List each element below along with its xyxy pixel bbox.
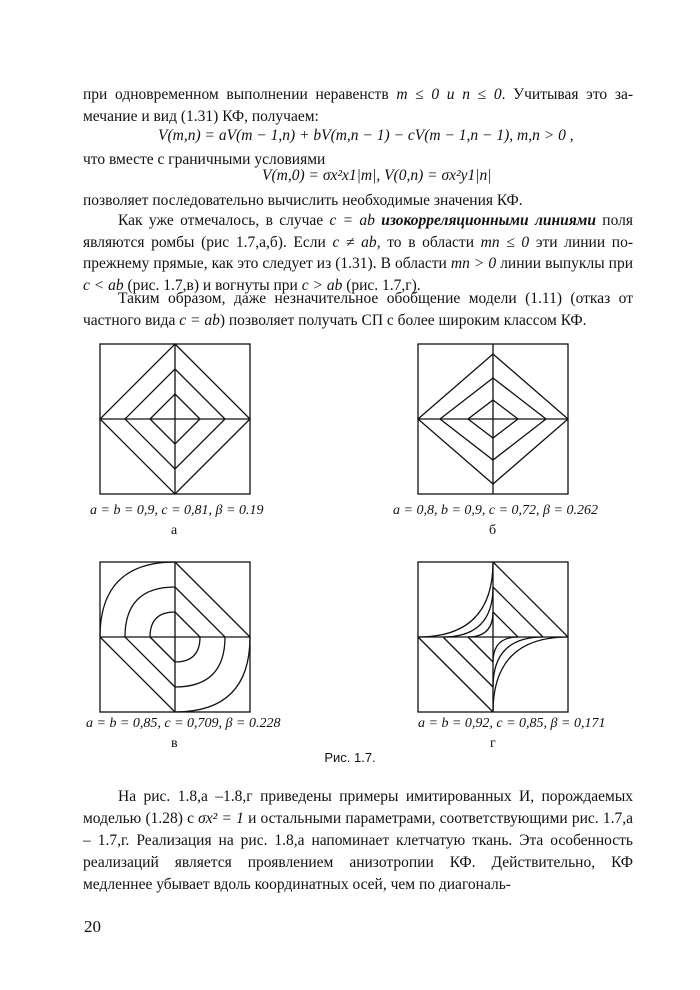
p4-text-a: Как уже отмечалось, в случае [118,212,330,229]
p5-text-a: Таким образом, даже незначительное обобщение модели (1.11) (отказ от частного вида [83,290,633,329]
panel-b-label: б [489,523,497,538]
equation-2: V(m,0) = σx²x1|m|, V(0,n) = σx²y1|n| [262,167,492,184]
figure-panel-b [418,344,568,494]
p1-text: при одновременном выполнении неравенств [83,86,397,103]
p6-formula: σx² = 1 [198,810,244,827]
figure-panel-g [418,562,568,712]
panel-g-params: a = b = 0,92, c = 0,85, β = 0,171 [418,716,606,731]
p4-text-h: (рис. 1.7,г). [342,276,421,294]
panel-a-params: a = b = 0,9, c = 0,81, β = 0.19 [90,503,264,518]
panel-v-params: a = b = 0,85, c = 0,709, β = 0.228 [86,716,281,731]
p4-formula-c2: c ≠ ab [332,233,377,251]
p4-formula-m4: c > ab [301,276,343,294]
p6-text-b: и остальными параметрами, соответствующими рис. 1.7,а – 1.7,г. Реализация на рис. 1.8,а напоминает клетчатую ткань. Эта особенность реализаций является проявлением анизотропии КФ. Действительно, КФ медленнее убывает вдоль координатных осей, чем по диагональ- [83,810,633,893]
paragraph-5 [83,288,633,331]
paragraph-3: позволяет последовательно вычислить необходимые значения КФ. [83,192,523,209]
p4-term-bold: изокорреляционными линиями [381,212,596,229]
p1-text-b: . Учитывая это за- [501,86,633,103]
panel-b-params: a = 0,8, b = 0,9, c = 0,72, β = 0.262 [393,503,598,518]
p4-formula-m2: mn > 0 [450,255,497,272]
p4-text-f: линии выпуклы при [496,255,633,272]
p4-formula-c: c = ab [329,212,375,229]
p4-text-g: (рис. 1.7,в) и вогнуты при [123,276,302,294]
p4-text-d: , то в области [376,233,481,251]
p4-formula-m3: c < ab [83,276,124,294]
figure-panel-a [100,344,250,494]
paragraph-6 [83,786,633,896]
figure-caption: Рис. 1.7. [324,750,376,765]
p1-line2: мечание и вид (1.31) КФ, получаем: [83,107,319,125]
panel-g-label: г [490,736,496,751]
paragraph-2: что вместе с граничными условиями [83,151,326,168]
paragraph-1 [83,84,633,127]
equation-1: V(m,n) = aV(m − 1,n) + bV(m,n − 1) − cV(m − 1,n − 1), m,n > 0 , [158,127,574,144]
p1-condition: m ≤ 0 и n ≤ 0 [396,86,502,103]
panel-a-label: а [171,523,178,538]
p4-text-b: поля являются ромбы (рис 1.7,а,б). Если [83,212,633,251]
p6-text-a: На рис. 1.8,а –1.8,г приведены примеры имитированных И, порождаемых моделью (1.28) с [83,788,633,827]
p5-formula: c = ab [179,311,220,329]
paragraph-4 [83,210,633,296]
p4-text-e: эти линии по-прежнему прямые, как это следует из (1.31). В области [83,233,634,272]
p5-text-b: ) позволяет получать СП с более широким классом КФ. [219,311,587,329]
page-number: 20 [84,917,101,936]
panel-v-label: в [171,736,178,751]
figure-panel-v [100,562,250,712]
p4-formula-m1: mn ≤ 0 [480,233,530,251]
